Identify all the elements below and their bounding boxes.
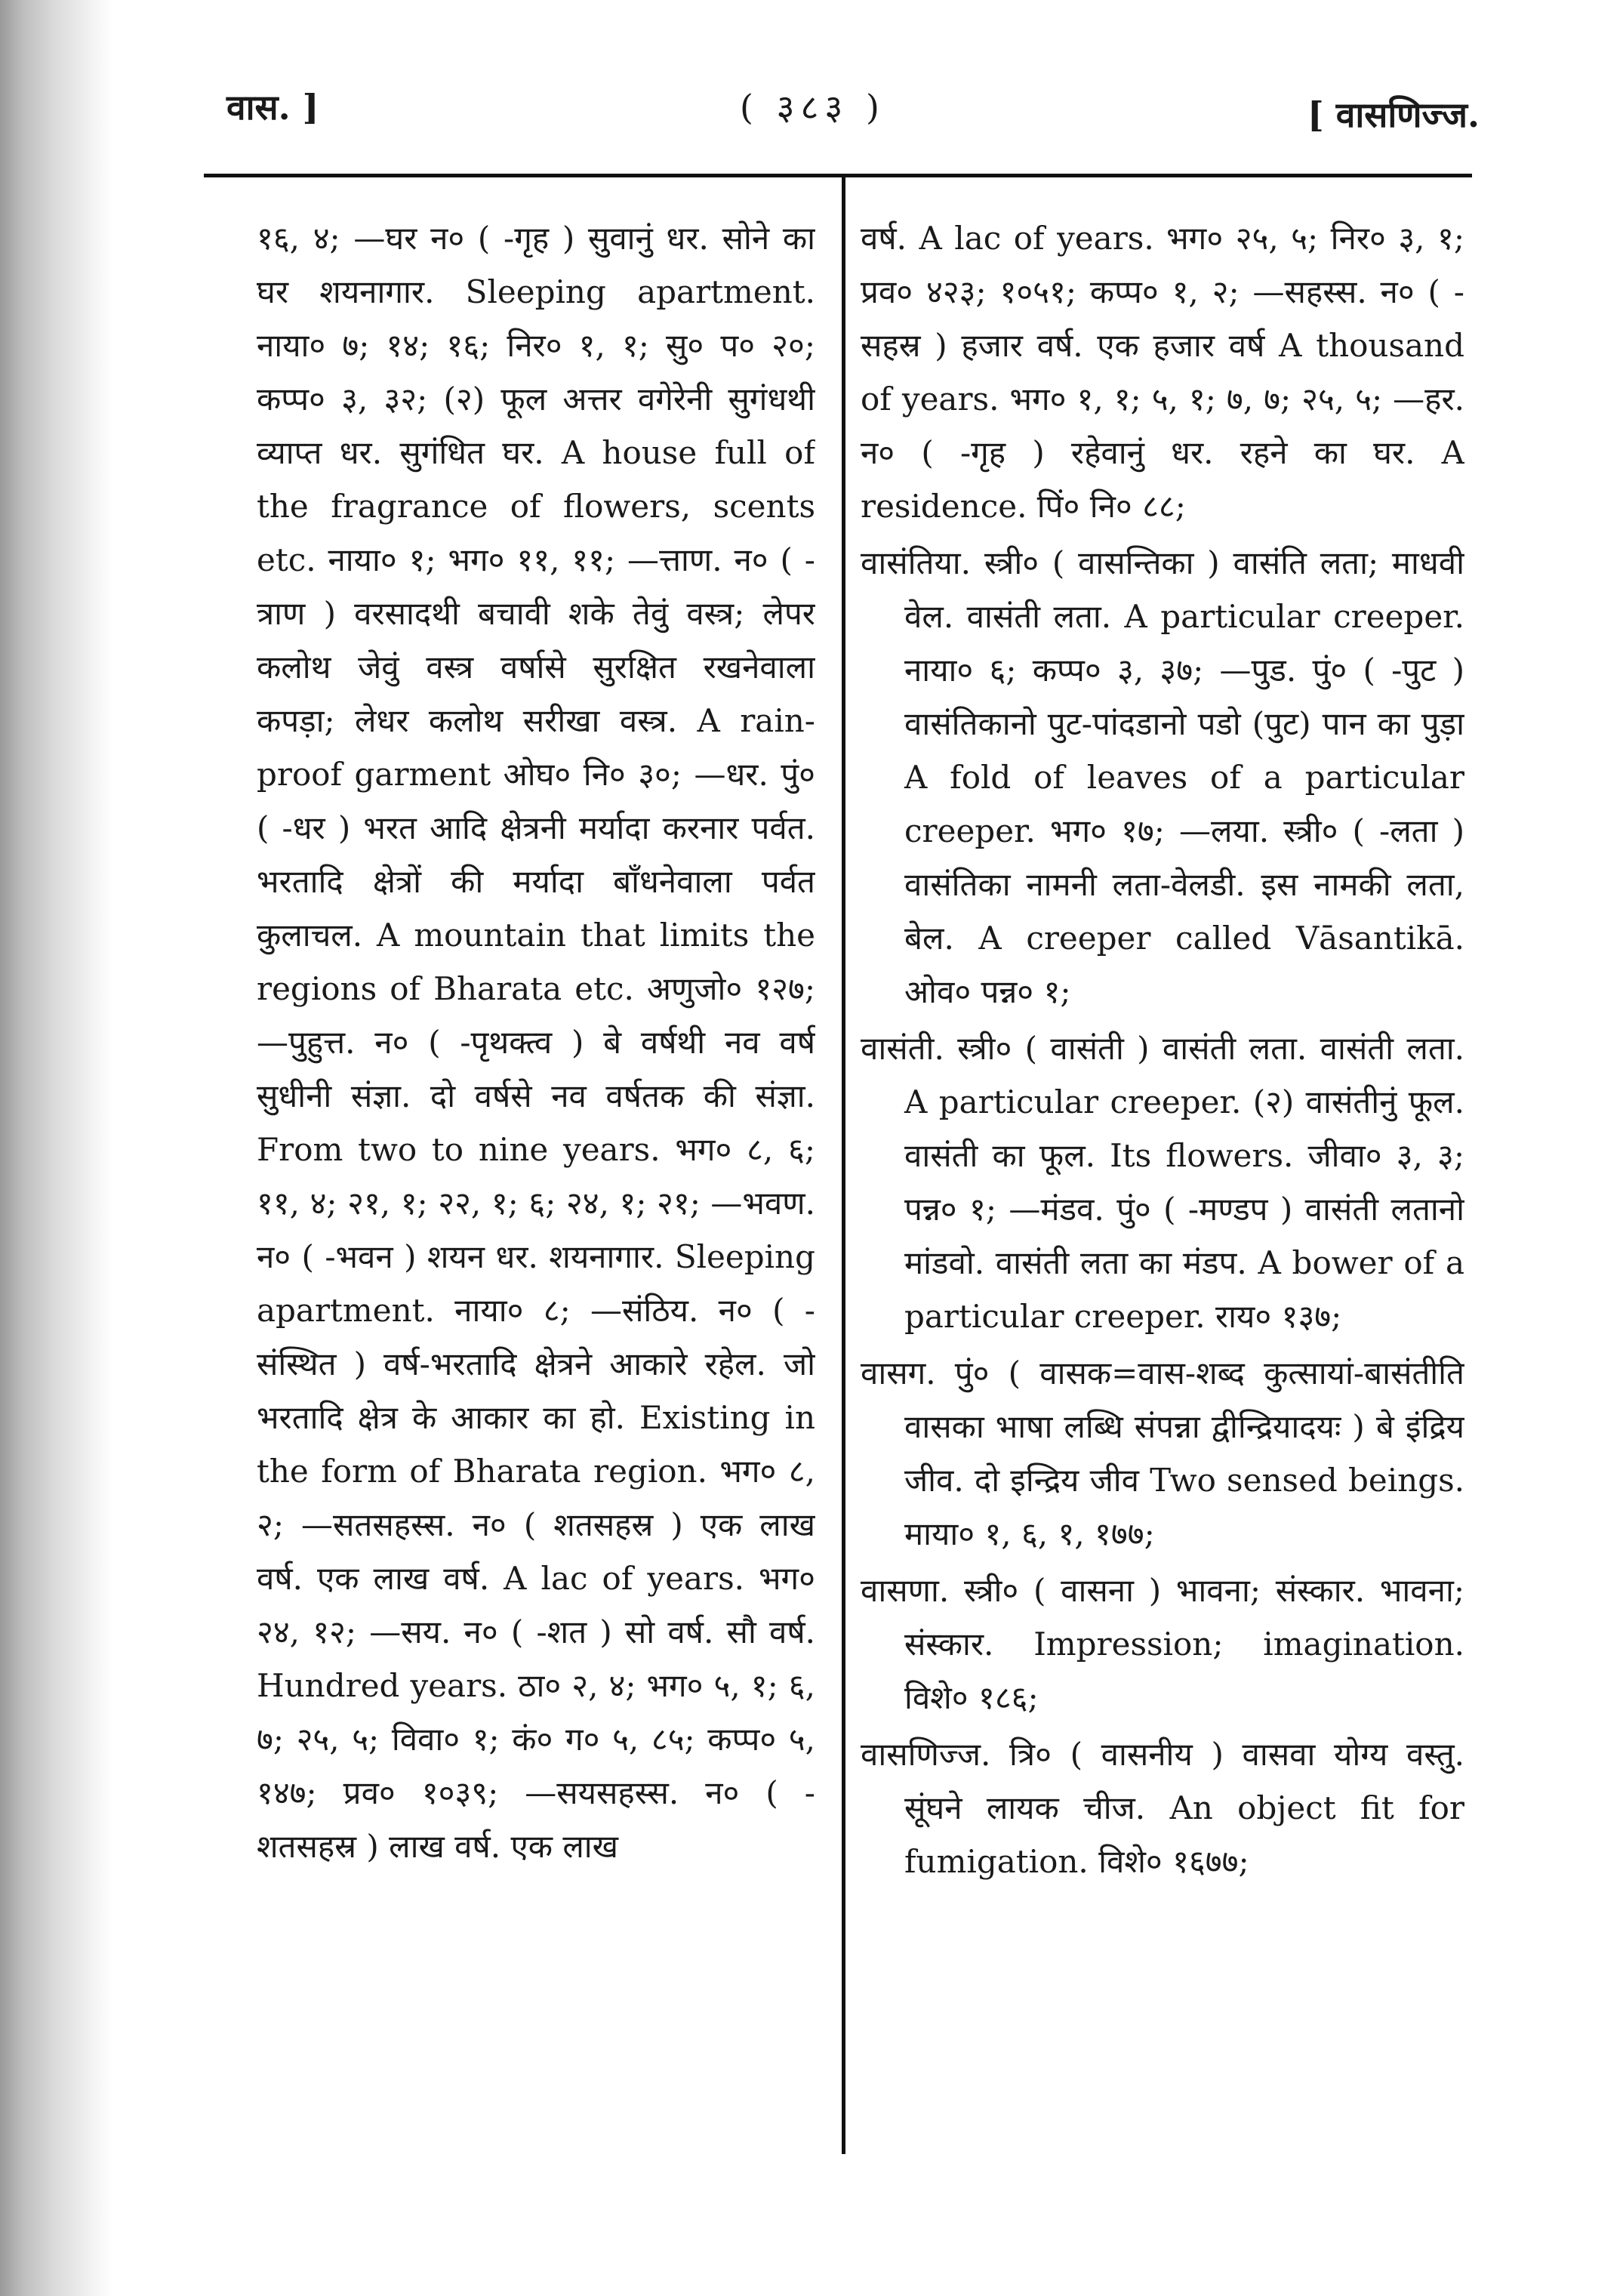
page-number: ( ३८३ ) [740,87,885,128]
dictionary-entry-vasanti: वासंती. स्त्री० ( वासंती ) वासंती लता. वासंती लता. A particular creeper. (२) वासंतीनुं फूल. वासंती का फूल. Its flowers. जीवा० ३, ३; पन्न० १; —मंडव. पुं० ( -मण्डप ) वासंती लतानो मांडवो. वासंती लता का मंडप. A bower of a particular creeper. राय० १३७; [861,1030,1464,1335]
right-column [861,211,1464,2144]
left-column [257,211,815,2144]
header-left-guideword: वास. ] [226,87,319,128]
header-rule [204,174,1472,177]
column-divider [842,176,845,2154]
dictionary-entry-vasanijja: वासणिज्ज. त्रि० ( वासनीय ) वासवा योग्य वस्तु. सूंघने लायक चीज. An object fit for fumigation. विशे० १६७७; [861,1736,1464,1880]
header-right-guideword: [ वासणिज्ज. [1307,94,1480,135]
dictionary-entry-vasaga: वासग. पुं० ( वासक=वास-शब्द कुत्सायां-बासंतीति वासका भाषा लब्धि संपन्ना द्वीन्द्रियादयः ) बे इंद्रिय जीव. दो इन्द्रिय जीव Two sensed beings. माया० १, ६, १, १७७; [861,1354,1464,1552]
page-header [219,72,1487,140]
dictionary-entry-vasana: वासणा. स्त्री० ( वासना ) भावना; संस्कार. भावना; संस्कार. Impression; imagination. विशे० १८६; [861,1572,1464,1716]
dictionary-entry-continued: १६, ४; —घर न० ( -गृह ) सुवानुं धर. सोने का घर शयनागार. Sleeping apartment. नाया० ७; १४; १६; निर० १, १; सु० प० २०; कप्प० ३, ३२; (२) फूल अत्तर वगेरेनी सुगंधथी व्याप्त धर. सुगंधित घर. A house full of the fragrance of flowers, scents etc. नाया० १; भग० ११, ११; —त्ताण. न० ( -त्राण ) वरसादथी बचावी शके तेवुं वस्त्र; लेपर कलोथ जेवुं वस्त्र वर्षासे सुरक्षित रखनेवाला कपड़ा; लेधर कलोथ सरीखा वस्त्र. A rain-proof garment ओघ० नि० ३०; —धर. पुं० ( -धर ) भरत आदि क्षेत्रनी मर्यादा करनार पर्वत. भरतादि क्षेत्रों की मर्यादा बाँधनेवाला पर्वत कुलाचल. A mountain that limits the regions of Bharata etc. अणुजो० १२७; —पुहुत्त. न० ( -पृथक्त्व ) बे वर्षथी नव वर्ष सुधीनी संज्ञा. दो वर्षसे नव वर्षतक की संज्ञा. From two to nine years. भग० ८, ६; ११, ४; २१, १; २२, १; ६; २४, १; २१; —भवण. न० ( -भवन ) शयन धर. शयनागार. Sleeping apartment. नाया० ८; —संठिय. न० ( -संस्थित ) वर्ष-भरतादि क्षेत्रने आकारे रहेल. जो भरतादि क्षेत्र के आकार का हो. Existing in the form of Bharata region. भग० ८, २; —सतसहस्स. न० ( शतसहस्र ) एक लाख वर्ष. एक लाख वर्ष. A lac of years. भग० २४, १२; —सय. न० ( -शत ) सो वर्ष. सौ वर्ष. Hundred years. ठा० २, ४; भग० ५, १; ६, ७; २५, ५; विवा० १; कं० ग० ५, ८५; कप्प० ५, १४७; प्रव० १०३९; —सयसहस्स. न० ( -शतसहस्र ) लाख वर्ष. एक लाख [257,220,815,1865]
dictionary-entry-continued: वर्ष. A lac of years. भग० २५, ५; निर० ३, १; प्रव० ४२३; १०५१; कप्प० १, २; —सहस्स. न० ( -सहस्र ) हजार वर्ष. एक हजार वर्ष A thousand of years. भग० १, १; ५, १; ७, ७; २५, ५; —हर. न० ( -गृह ) रहेवानुं धर. रहने का घर. A residence. पिं० नि० ८८; [861,220,1464,525]
scan-margin-shadow [0,0,113,2296]
dictionary-entry-vasantiya: वासंतिया. स्त्री० ( वासन्तिका ) वासंति लता; माधवी वेल. वासंती लता. A particular creeper. नाया० ६; कप्प० ३, ३७; —पुड. पुं० ( -पुट ) वासंतिकानो पुट-पांदडानो पडो (पुट) पान का पुड़ा A fold of leaves of a particular creeper. भग० १७; —लया. स्त्री० ( -लता ) वासंतिका नामनी लता-वेलडी. इस नामकी लता, बेल. A creeper called Vāsantikā. ओव० पन्न० १; [861,544,1464,1010]
